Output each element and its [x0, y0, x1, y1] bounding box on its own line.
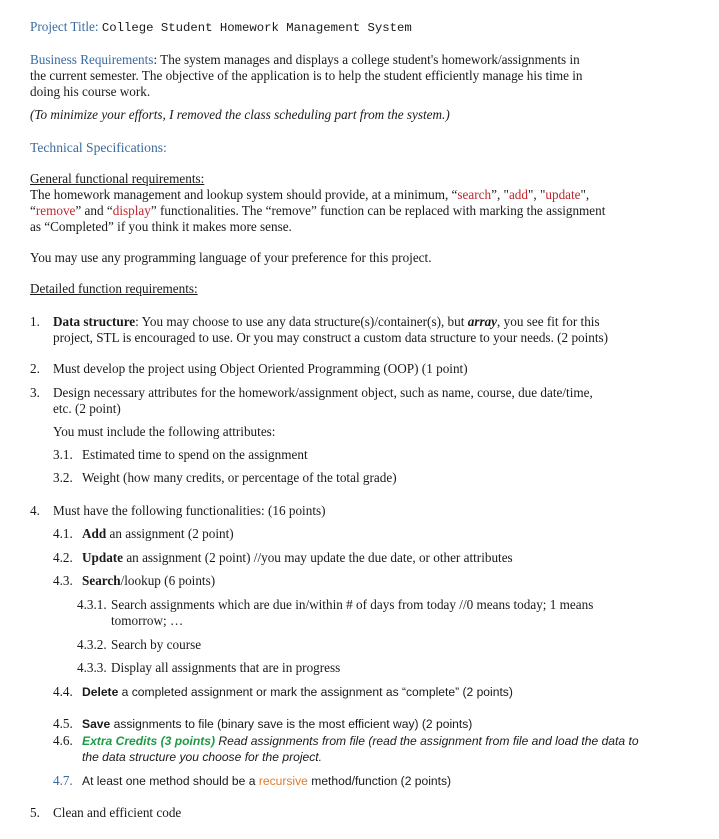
business-line-1 [30, 52, 580, 68]
item-4-1-bold: Add [82, 526, 107, 541]
general-text-c: ", " [528, 187, 546, 202]
item-4-2-rest: an assignment (2 point) //you may update the due date, or other attributes [123, 550, 513, 565]
project-title-value: College Student Homework Management System [101, 21, 412, 35]
item-4-1-rest: an assignment (2 point) [106, 526, 234, 541]
item-1-text-a: : You may choose to use any data structure(s)/container(s), but [135, 314, 468, 329]
item-4-1-number: 4.1. [53, 526, 73, 541]
item-4-2-number: 4.2. [53, 550, 73, 565]
keyword-remove: remove [35, 203, 76, 218]
general-line-3: as “Completed” if you think it makes more sense. [30, 219, 292, 234]
business-label: Business Requirements [30, 52, 154, 67]
item-4-3-3-number: 4.3.3. [77, 660, 107, 675]
item-4-3-1-line-2: tomorrow; … [111, 613, 184, 628]
item-4-4-text [82, 684, 513, 700]
item-3-line-2: etc. (2 point) [53, 401, 121, 416]
cropped-previous-line [0, 0, 719, 6]
item-5-text: Clean and efficient code [53, 805, 182, 820]
item-1-line-1 [53, 314, 600, 330]
item-4-5-text [82, 716, 472, 732]
item-3-1-text: Estimated time to spend on the assignment [82, 447, 308, 462]
item-4-3-bold: Search [82, 573, 121, 588]
keyword-recursive: recursive [258, 774, 308, 788]
item-4-4-number: 4.4. [53, 684, 73, 699]
item-4-3-3-text: Display all assignments that are in progress [111, 660, 341, 675]
item-4-3-text [82, 573, 215, 589]
item-4-6-number: 4.6. [53, 733, 73, 748]
item-4-4-bold: Delete [82, 685, 119, 699]
item-4-7-text-b: method/function (2 points) [307, 774, 452, 788]
item-4-3-1-line-1: Search assignments which are due in/within # of days from today //0 means today; 1 means [111, 597, 594, 612]
general-text-d: ", [580, 187, 590, 202]
item-4-1-text [82, 526, 234, 542]
item-4-3-2-text: Search by course [111, 637, 202, 652]
item-3-1-number: 3.1. [53, 447, 73, 462]
item-5-number: 5. [30, 805, 40, 820]
item-4-7-number: 4.7. [53, 773, 73, 788]
project-title [30, 19, 412, 36]
item-4-3-rest: /lookup (6 points) [120, 573, 216, 588]
technical-heading: Technical Specifications: [30, 140, 167, 155]
item-1-array: array [467, 314, 498, 329]
item-3-2-number: 3.2. [53, 470, 73, 485]
item-1-bold: Data structure [53, 314, 136, 329]
item-4-5-bold: Save [82, 717, 111, 731]
project-title-label: Project Title: [30, 19, 99, 34]
keyword-update: update [545, 187, 581, 202]
business-line-3: doing his course work. [30, 84, 151, 99]
item-4-6-line-2: the data structure you choose for the project. [82, 750, 322, 764]
item-4-7-text [82, 773, 451, 789]
item-4-text: Must have the following functionalities: (16 points) [53, 503, 326, 518]
item-1-number: 1. [30, 314, 40, 329]
language-note: You may use any programming language of your preference for this project. [30, 250, 432, 265]
item-2-text: Must develop the project using Object Oriented Programming (OOP) (1 point) [53, 361, 468, 376]
keyword-search: search [457, 187, 492, 202]
general-text-g: ” functionalities. The “remove” function can be replaced with marking the assignment [150, 203, 606, 218]
item-3-line-1: Design necessary attributes for the homework/assignment object, such as name, course, due date/time, [53, 385, 593, 400]
item-4-2-bold: Update [82, 550, 124, 565]
item-4-2-text [82, 550, 513, 566]
keyword-display: display [112, 203, 151, 218]
business-line-2: the current semester. The objective of the application is to help the student efficiently manage his time in [30, 68, 583, 83]
general-text-e: “ [30, 203, 36, 218]
business-note: (To minimize your efforts, I removed the class scheduling part from the system.) [30, 107, 450, 122]
general-text-b: ”, " [491, 187, 509, 202]
item-1-line-2: project, STL is encouraged to use. Or you may construct a custom data structure to your needs. (2 points) [53, 330, 609, 345]
detailed-heading: Detailed function requirements: [30, 281, 198, 296]
item-3-number: 3. [30, 385, 40, 400]
item-4-6-line-1 [82, 733, 639, 749]
business-text-1: : The system manages and displays a college student's homework/assignments in [153, 52, 580, 67]
item-4-number: 4. [30, 503, 40, 518]
item-4-5-rest: assignments to file (binary save is the most efficient way) (2 points) [110, 717, 473, 731]
item-3-2-text: Weight (how many credits, or percentage of the total grade) [82, 470, 397, 485]
item-2-number: 2. [30, 361, 40, 376]
item-1-text-b: , you see fit for this [497, 314, 600, 329]
item-4-7-text-a: At least one method should be a [82, 774, 259, 788]
item-3-include: You must include the following attributes: [53, 424, 276, 439]
item-4-3-1-number: 4.3.1. [77, 597, 107, 612]
keyword-add: add [508, 187, 528, 202]
item-4-4-rest: a completed assignment or mark the assignment as “complete” (2 points) [118, 685, 513, 699]
general-line-2 [30, 203, 605, 219]
item-4-6-rest: Read assignments from file (read the assignment from file and load the data to [215, 734, 639, 748]
item-4-3-2-number: 4.3.2. [77, 637, 107, 652]
extra-credits-label: Extra Credits (3 points) [82, 734, 216, 748]
general-line-1 [30, 187, 589, 203]
general-heading: General functional requirements: [30, 171, 205, 186]
item-4-5-number: 4.5. [53, 716, 73, 731]
general-text-f: ” and “ [75, 203, 113, 218]
general-text-a: The homework management and lookup system should provide, at a minimum, “ [30, 187, 458, 202]
item-4-3-number: 4.3. [53, 573, 73, 588]
